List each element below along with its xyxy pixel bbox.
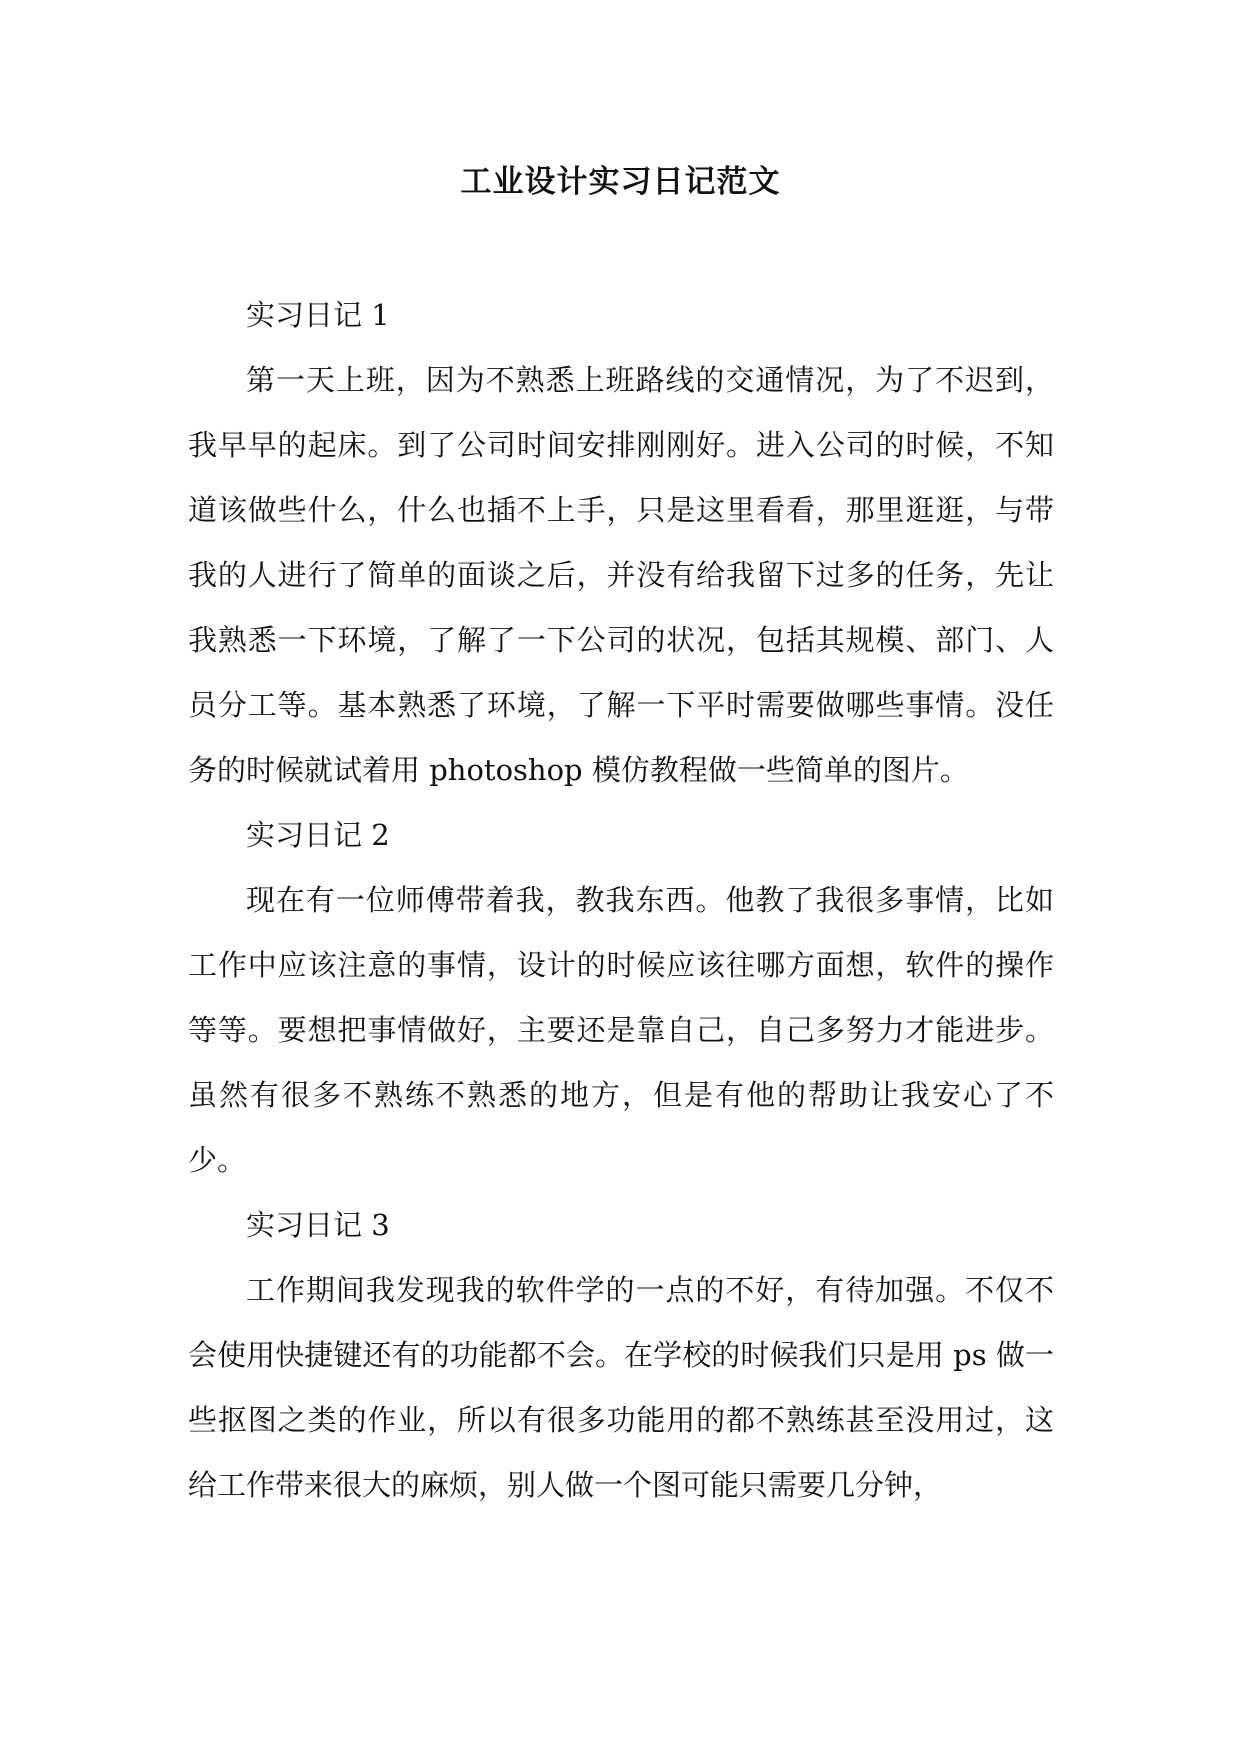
entry-paragraph: 现在有一位师傅带着我，教我东西。他教了我很多事情，比如工作中应该注意的事情，设计的时候应该往哪方面想，软件的操作等等。要想把事情做好，主要还是靠自己，自己多努力才能进步。虽然有很多不熟练不熟悉的地方，但是有他的帮助让我安心了不少。 — [188, 883, 1054, 1177]
diary-entry-3 — [188, 1193, 1054, 1518]
diary-entry-1 — [188, 283, 1054, 803]
entry-paragraph: 第一天上班，因为不熟悉上班路线的交通情况，为了不迟到，我早早的起床。到了公司时间安排刚刚好。进入公司的时候，不知道该做些什么，什么也插不上手，只是这里看看，那里逛逛，与带我的人进行了简单的面谈之后，并没有给我留下过多的任务，先让我熟悉一下环境，了解了一下公司的状况，包括其规模、部门、人员分工等。基本熟悉了环境，了解一下平时需要做哪些事情。没任务的时候就试着用 photoshop 模仿教程做一些简单的图片。 — [188, 363, 1054, 787]
entry-heading: 实习日记 3 — [246, 1208, 390, 1242]
document-body — [188, 283, 1054, 1518]
diary-entry-2 — [188, 803, 1054, 1193]
entry-heading: 实习日记 1 — [246, 298, 390, 332]
entry-heading: 实习日记 2 — [246, 818, 390, 852]
document-title: 工业设计实习日记范文 — [460, 164, 781, 200]
entry-paragraph: 工作期间我发现我的软件学的一点的不好，有待加强。不仅不会使用快捷键还有的功能都不会。在学校的时候我们只是用 ps 做一些抠图之类的作业，所以有很多功能用的都不熟练甚至没用过，这给工作带来很大的麻烦，别人做一个图可能只需要几分钟， — [188, 1273, 1054, 1502]
